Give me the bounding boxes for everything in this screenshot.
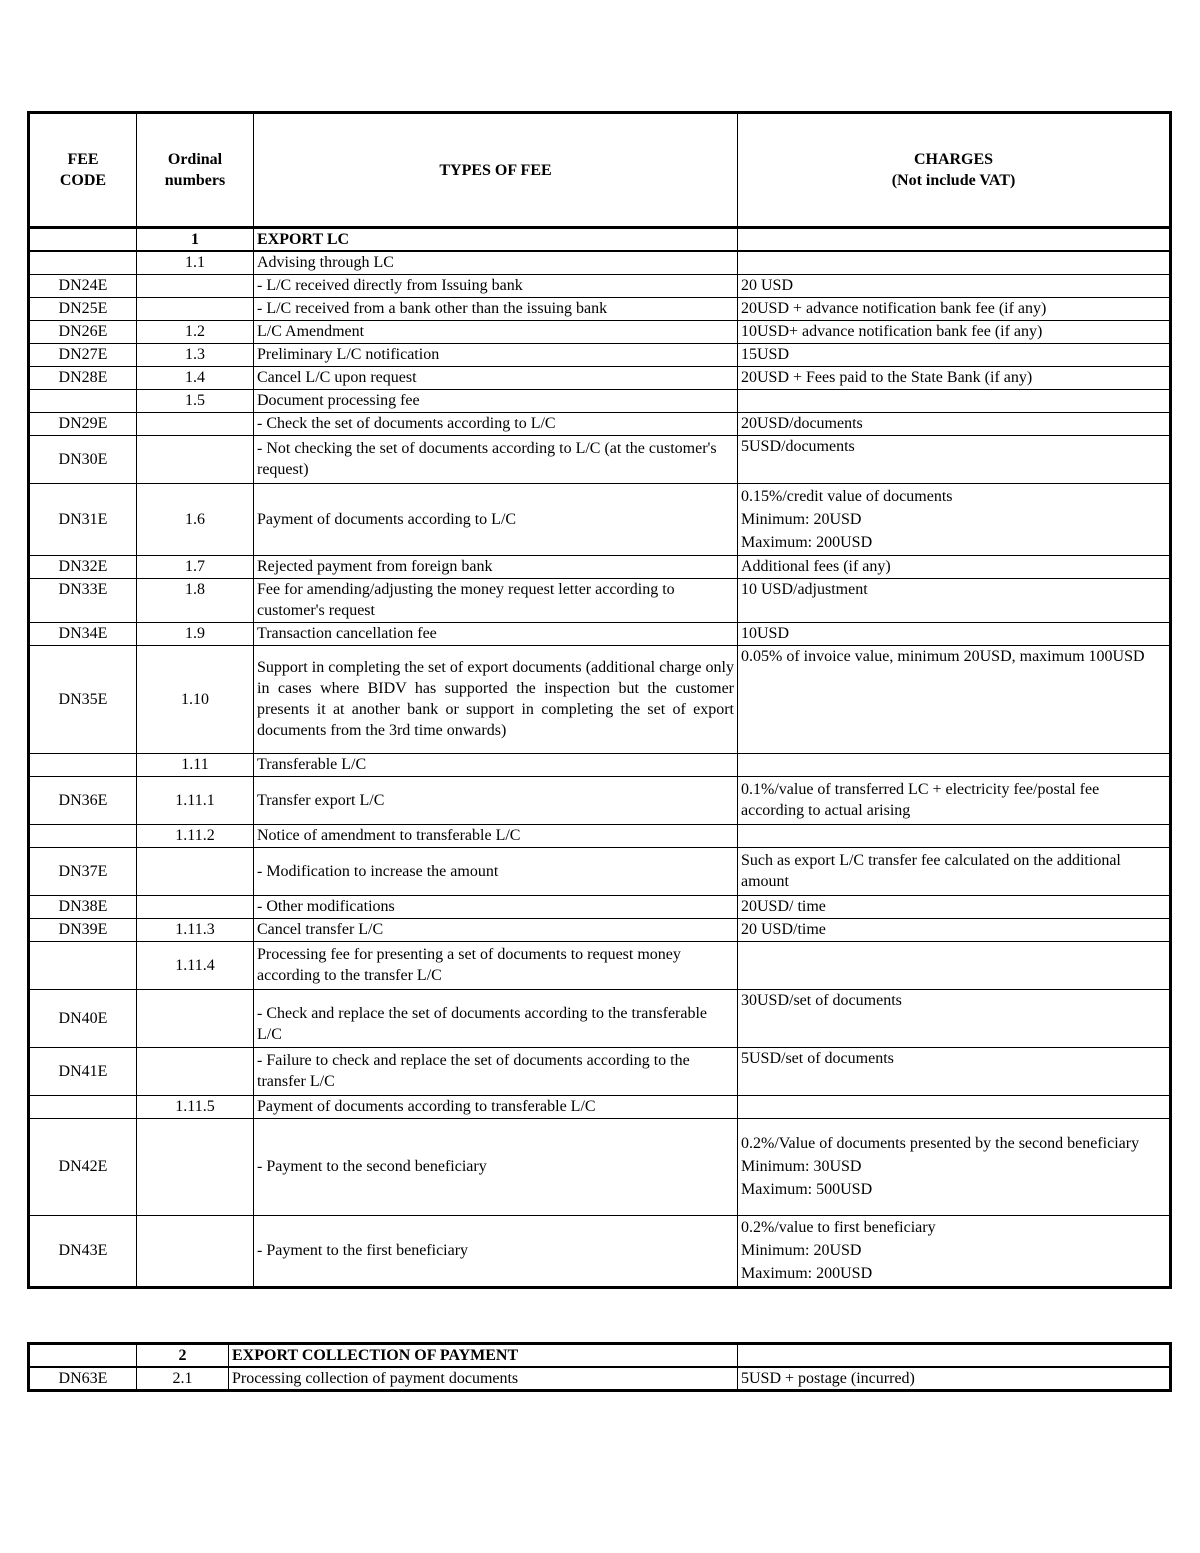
table-cell: Transferable L/C: [254, 753, 738, 776]
table-cell: 1.4: [137, 366, 254, 389]
table-cell: CHARGES: [913, 151, 994, 168]
section-title: EXPORT LC: [254, 228, 738, 252]
table-cell: - Payment to the second beneficiary: [254, 1118, 738, 1215]
table-cell: 20 USD/time: [738, 918, 1171, 941]
table-cell: Fee for amending/adjusting the money request letter according to customer's request: [254, 578, 738, 622]
table-cell: 20 USD: [738, 274, 1171, 297]
table-cell: 0.2%/Value of documents presented by the second beneficiary: [741, 1135, 1140, 1152]
table-cell: 20USD/ time: [738, 895, 1171, 918]
table-row: [29, 645, 1171, 753]
table-cell: DN38E: [29, 895, 137, 918]
table-cell: 20USD/documents: [738, 412, 1171, 435]
table-cell: [29, 251, 137, 274]
table-cell: Payment of documents according to transferable L/C: [254, 1095, 738, 1118]
table-row: [29, 320, 1171, 343]
table-cell: DN34E: [29, 622, 137, 645]
table-cell: [29, 389, 137, 412]
table-row: [29, 251, 1171, 274]
table-cell: 1.11.2: [137, 824, 254, 847]
table-cell: [29, 228, 137, 252]
table-cell: Ordinal: [167, 151, 223, 168]
table-cell: 15USD: [738, 343, 1171, 366]
table-cell: Preliminary L/C notification: [254, 343, 738, 366]
table-cell: DN41E: [29, 1047, 137, 1095]
table-cell: 1.11.5: [137, 1095, 254, 1118]
table-cell: [137, 412, 254, 435]
table-cell: DN29E: [29, 412, 137, 435]
table-cell: FEE: [67, 151, 99, 168]
export-lc-fee-table: [27, 111, 1172, 1289]
table-cell: CODE: [59, 172, 107, 189]
table-cell: DN42E: [29, 1118, 137, 1215]
table-cell: [738, 1095, 1171, 1118]
table-row: [29, 555, 1171, 578]
table-row: [29, 1095, 1171, 1118]
table-cell: [137, 297, 254, 320]
table-cell: [738, 1344, 1171, 1368]
table-cell: 1.10: [137, 645, 254, 753]
table-cell: DN25E: [29, 297, 137, 320]
table-cell: 0.15%/credit value of documents: [741, 487, 953, 505]
table-cell: Support in completing the set of export documents (additional charge only in cases where BIDV has supported the inspection but the customer presents it at another bank or support in completing the set of export documents from the 3rd time onwards): [254, 645, 738, 753]
export-collection-fee-table: [27, 1342, 1172, 1392]
table-row: [29, 989, 1171, 1047]
table-row: [29, 1367, 1171, 1391]
table-cell: [29, 753, 137, 776]
table-cell: - Other modifications: [254, 895, 738, 918]
table-cell: 2: [137, 1344, 229, 1368]
table-cell: [137, 1118, 254, 1215]
table-cell: 1.11.4: [137, 941, 254, 989]
table-cell: 0.2%/value to first beneficiary: [741, 1219, 936, 1236]
table-cell: Transfer export L/C: [254, 776, 738, 824]
table-cell: 20USD + Fees paid to the State Bank (if any): [738, 366, 1171, 389]
table-cell: 1.6: [137, 483, 254, 555]
table-cell: Advising through LC: [254, 251, 738, 274]
table-cell: 5USD/documents: [738, 435, 1171, 483]
table-row: [29, 389, 1171, 412]
table-cell: DN40E: [29, 989, 137, 1047]
table-row: [29, 941, 1171, 989]
table-cell: DN63E: [29, 1367, 137, 1391]
table-cell: Document processing fee: [254, 389, 738, 412]
table-cell: [738, 824, 1171, 847]
table-cell: DN28E: [29, 366, 137, 389]
table-cell: numbers: [164, 172, 226, 189]
table-cell: 1.11: [137, 753, 254, 776]
table-cell: DN32E: [29, 555, 137, 578]
table-cell: 1.11.3: [137, 918, 254, 941]
table-row: [29, 412, 1171, 435]
table-cell: 1.9: [137, 622, 254, 645]
table-cell: Payment of documents according to L/C: [254, 483, 738, 555]
table-cell: [137, 989, 254, 1047]
table-cell: DN43E: [29, 1215, 137, 1287]
table-cell: Minimum: 20USD: [741, 1242, 862, 1259]
table-cell: 1: [137, 228, 254, 252]
section-title: EXPORT COLLECTION OF PAYMENT: [229, 1344, 738, 1368]
table-row: [29, 343, 1171, 366]
table-cell: DN37E: [29, 847, 137, 895]
table-cell: 5USD/set of documents: [738, 1047, 1171, 1095]
table-row: [29, 1215, 1171, 1287]
table-cell: [29, 1344, 137, 1368]
table-cell: Additional fees (if any): [738, 555, 1171, 578]
table-row: [29, 297, 1171, 320]
table-cell: Minimum: 20USD: [741, 510, 862, 528]
table-cell: Cancel transfer L/C: [254, 918, 738, 941]
table-row: [29, 753, 1171, 776]
table-cell: [738, 483, 1171, 555]
table-row: [29, 776, 1171, 824]
table-cell: Maximum: 500USD: [741, 1181, 873, 1198]
table-cell: [738, 941, 1171, 989]
table-row: [29, 1344, 1171, 1368]
table-cell: Processing fee for presenting a set of documents to request money according to the transfer L/C: [254, 941, 738, 989]
table-cell: [137, 847, 254, 895]
table-cell: 10USD: [738, 622, 1171, 645]
header-ordinal: [137, 113, 254, 228]
table-cell: 10 USD/adjustment: [738, 578, 1171, 622]
table-cell: 1.7: [137, 555, 254, 578]
table-cell: L/C Amendment: [254, 320, 738, 343]
table-cell: 5USD + postage (incurred): [738, 1367, 1171, 1391]
table-cell: [137, 435, 254, 483]
table-cell: [738, 389, 1171, 412]
table-cell: Processing collection of payment documents: [229, 1367, 738, 1391]
table-cell: [137, 895, 254, 918]
table-cell: - L/C received from a bank other than the issuing bank: [254, 297, 738, 320]
table-cell: Notice of amendment to transferable L/C: [254, 824, 738, 847]
table-row: [29, 895, 1171, 918]
table-cell: 20USD + advance notification bank fee (if any): [738, 297, 1171, 320]
table-cell: - Modification to increase the amount: [254, 847, 738, 895]
table-cell: 10USD+ advance notification bank fee (if any): [738, 320, 1171, 343]
table-cell: DN24E: [29, 274, 137, 297]
table-cell: DN30E: [29, 435, 137, 483]
table-cell: 0.05% of invoice value, minimum 20USD, maximum 100USD: [738, 645, 1171, 753]
table-cell: 1.5: [137, 389, 254, 412]
table-cell: 0.1%/value of transferred LC + electricity fee/postal fee according to actual arising: [738, 776, 1171, 824]
table-cell: DN26E: [29, 320, 137, 343]
table-row: [29, 1047, 1171, 1095]
table-cell: DN27E: [29, 343, 137, 366]
table-header: [29, 113, 1171, 228]
table-row: [29, 918, 1171, 941]
table-cell: [738, 251, 1171, 274]
table-cell: [137, 1047, 254, 1095]
table-cell: DN39E: [29, 918, 137, 941]
table-cell: [738, 1118, 1171, 1215]
table-cell: - Not checking the set of documents according to L/C (at the customer's request): [254, 435, 738, 483]
table-cell: DN36E: [29, 776, 137, 824]
table-cell: Transaction cancellation fee: [254, 622, 738, 645]
table-cell: [137, 274, 254, 297]
table-cell: - Check the set of documents according to L/C: [254, 412, 738, 435]
table-cell: - Check and replace the set of documents according to the transferable L/C: [254, 989, 738, 1047]
table-cell: 1.1: [137, 251, 254, 274]
table-row: [29, 483, 1171, 555]
table-cell: - L/C received directly from Issuing bank: [254, 274, 738, 297]
table-row: [29, 578, 1171, 622]
header-charges: [738, 113, 1171, 228]
table-cell: Maximum: 200USD: [741, 1265, 873, 1282]
table-cell: 2.1: [137, 1367, 229, 1391]
table-cell: [29, 1095, 137, 1118]
table-cell: (Not include VAT): [891, 172, 1016, 189]
table-cell: [29, 824, 137, 847]
table-cell: - Payment to the first beneficiary: [254, 1215, 738, 1287]
header-types: TYPES OF FEE: [254, 113, 738, 228]
table-row: [29, 847, 1171, 895]
table-cell: [137, 1215, 254, 1287]
table-row: [29, 1118, 1171, 1215]
table-cell: 1.3: [137, 343, 254, 366]
table-cell: DN33E: [29, 578, 137, 622]
table-cell: DN31E: [29, 483, 137, 555]
table-cell: Cancel L/C upon request: [254, 366, 738, 389]
table-cell: Maximum: 200USD: [741, 533, 873, 551]
table-cell: 30USD/set of documents: [738, 989, 1171, 1047]
table-cell: [29, 941, 137, 989]
table-cell: [738, 1215, 1171, 1287]
table-row: [29, 435, 1171, 483]
table-cell: DN35E: [29, 645, 137, 753]
table-row: [29, 366, 1171, 389]
table-cell: 1.11.1: [137, 776, 254, 824]
table-cell: Minimum: 30USD: [741, 1158, 862, 1175]
table-cell: [738, 228, 1171, 252]
header-fee-code: [29, 113, 137, 228]
table-row: [29, 824, 1171, 847]
table-cell: 1.2: [137, 320, 254, 343]
table-cell: Such as export L/C transfer fee calculated on the additional amount: [738, 847, 1171, 895]
table-cell: - Failure to check and replace the set of documents according to the transfer L/C: [254, 1047, 738, 1095]
table-row: [29, 622, 1171, 645]
table-cell: 1.8: [137, 578, 254, 622]
table-cell: [738, 753, 1171, 776]
table-cell: Rejected payment from foreign bank: [254, 555, 738, 578]
table-row: [29, 274, 1171, 297]
table-row: [29, 228, 1171, 252]
